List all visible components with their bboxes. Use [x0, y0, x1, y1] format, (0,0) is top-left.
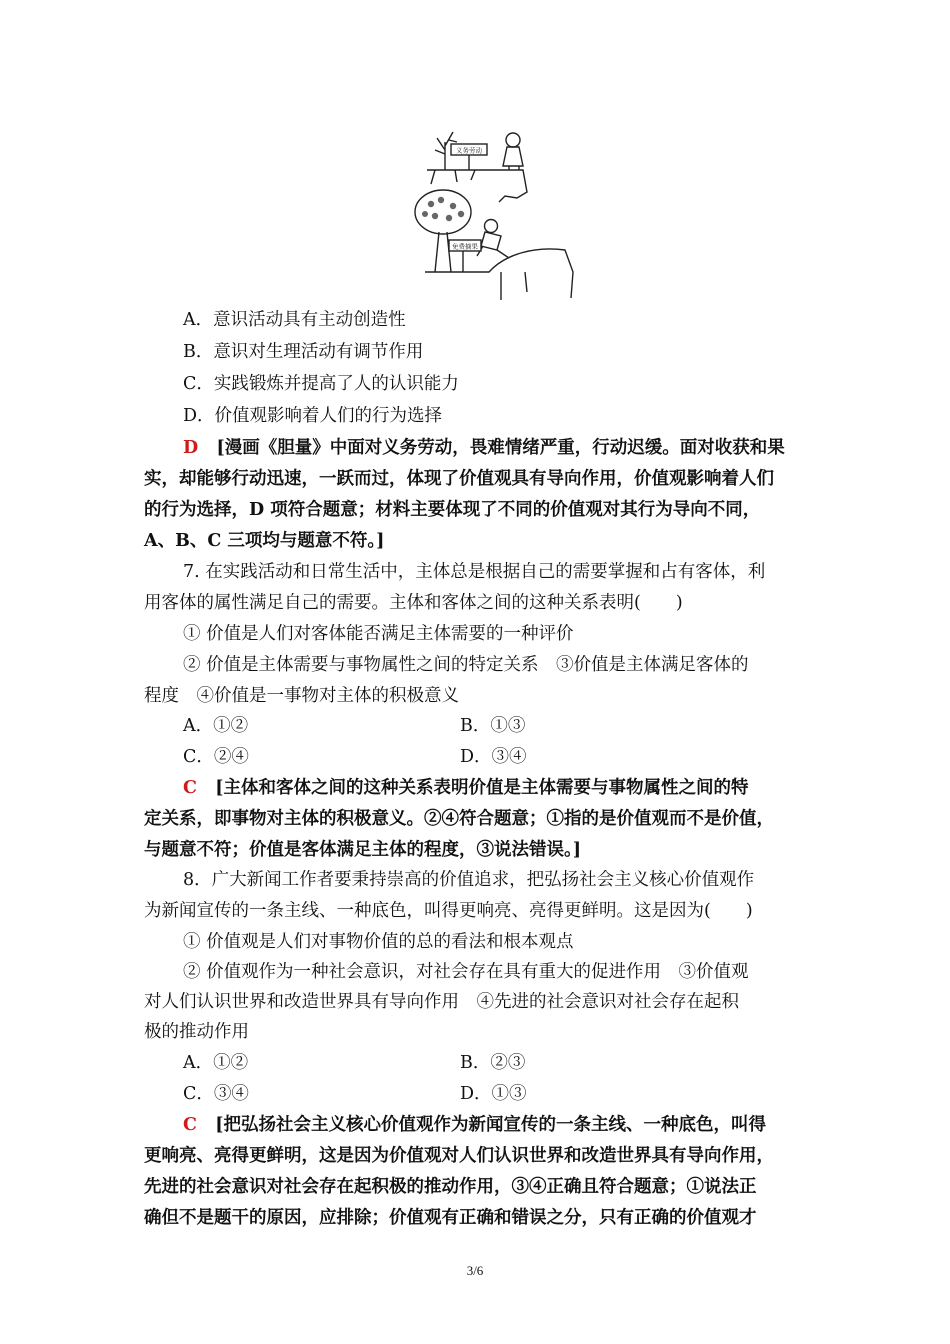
q7-explanation-line-2: 定关系，即事物对主体的积极意义。②④符合题意；①指的是价值观而不是价值，: [144, 809, 774, 829]
q6-option-b: B．意识对生理活动有调节作用: [183, 342, 424, 362]
q6-option-d: D．价值观影响着人们的行为选择: [183, 406, 443, 426]
q8-item-3: 对人们认识世界和改造世界具有导向作用 ④先进的社会意识对社会存在起积: [144, 992, 739, 1012]
q7-item-2: ② 价值是主体需要与事物属性之间的特定关系 ③价值是主体满足客体的: [183, 655, 749, 675]
page-number: 3/6: [466, 1263, 484, 1278]
q7-explanation-line-1: [183, 776, 820, 800]
q8-answer: C: [183, 1115, 197, 1135]
q7-stem-line-2: 用客体的属性满足自己的需要。主体和客体之间的这种关系表明( ): [144, 593, 683, 613]
q6-explanation-text-1: [漫画《胆量》中面对义务劳动，畏难情绪严重，行动迟缓。面对收获和果: [216, 438, 785, 458]
q7-option-c: C．②④: [183, 747, 249, 767]
q7-answer: C: [183, 778, 197, 798]
sign-top-text: 义务劳动: [456, 146, 482, 155]
q7-stem-line-1: 7. 在实践活动和日常生活中，主体总是根据自己的需要掌握和占有客体，利: [183, 562, 766, 582]
q8-explanation-text-1: [把弘扬社会主义核心价值观作为新闻宣传的一条主线、一种底色，叫得: [215, 1115, 766, 1135]
q6-answer: D: [183, 438, 199, 458]
q8-explanation-line-2: 更响亮、亮得更鲜明，这是因为价值观对人们认识世界和改造世界具有导向作用，: [144, 1146, 774, 1166]
q8-stem-line-2: 为新闻宣传的一条主线、一种底色，叫得更响亮、亮得更鲜明。这是因为( ): [144, 901, 753, 921]
q7-explanation-text-1: [主体和客体之间的这种关系表明价值是主体需要与事物属性之间的特: [215, 778, 749, 798]
q8-explanation-line-1: [183, 1113, 820, 1137]
q7-item-1: ① 价值是人们对客体能否满足主体需要的一种评价: [183, 624, 574, 644]
q6-explanation-line-1: [183, 436, 820, 460]
q7-explanation-line-3: 与题意不符；价值是客体满足主体的程度，③说法错误。]: [144, 840, 582, 860]
q6-option-c: C．实践锻炼并提高了人的认识能力: [183, 374, 459, 394]
q7-option-b: B．①③: [460, 716, 526, 736]
q7-option-d: D．③④: [460, 747, 527, 767]
q7-item-3: 程度 ④价值是一事物对主体的积极意义: [144, 686, 459, 706]
q8-option-c: C．③④: [183, 1084, 249, 1104]
q8-item-2: ② 价值观作为一种社会意识，对社会存在具有重大的促进作用 ③价值观: [183, 962, 749, 982]
q8-explanation-line-3: 先进的社会意识对社会存在起积极的推动作用，③④正确且符合题意；①说法正: [144, 1177, 757, 1197]
q8-option-a: A．①②: [183, 1053, 249, 1073]
q8-option-d: D．①③: [460, 1084, 527, 1104]
q7-option-a: A．①②: [183, 716, 249, 736]
q8-option-b: B．②③: [460, 1053, 526, 1073]
q8-item-4: 极的推动作用: [144, 1022, 249, 1042]
q8-explanation-line-4: 确但不是题干的原因，应排除；价值观有正确和错误之分，只有正确的价值观才: [144, 1208, 757, 1228]
q6-explanation-line-2: 实，却能够行动迅速，一跃而过，体现了价值观具有导向作用，价值观影响着人们: [144, 469, 774, 489]
q8-stem-line-1: 8．广大新闻工作者要秉持崇高的价值追求，把弘扬社会主义核心价值观作: [183, 870, 755, 890]
cartoon-illustration: [405, 122, 580, 300]
sign-bottom-text: 免费摘果: [452, 242, 478, 251]
q6-explanation-line-3: 的行为选择，D 项符合题意；材料主要体现了不同的价值观对其行为导向不同，: [144, 500, 761, 520]
q8-item-1: ① 价值观是人们对事物价值的总的看法和根本观点: [183, 932, 574, 952]
q6-option-a: A．意识活动具有主动创造性: [183, 310, 406, 330]
q6-explanation-line-4: A、B、C 三项均与题意不符。]: [144, 531, 385, 551]
